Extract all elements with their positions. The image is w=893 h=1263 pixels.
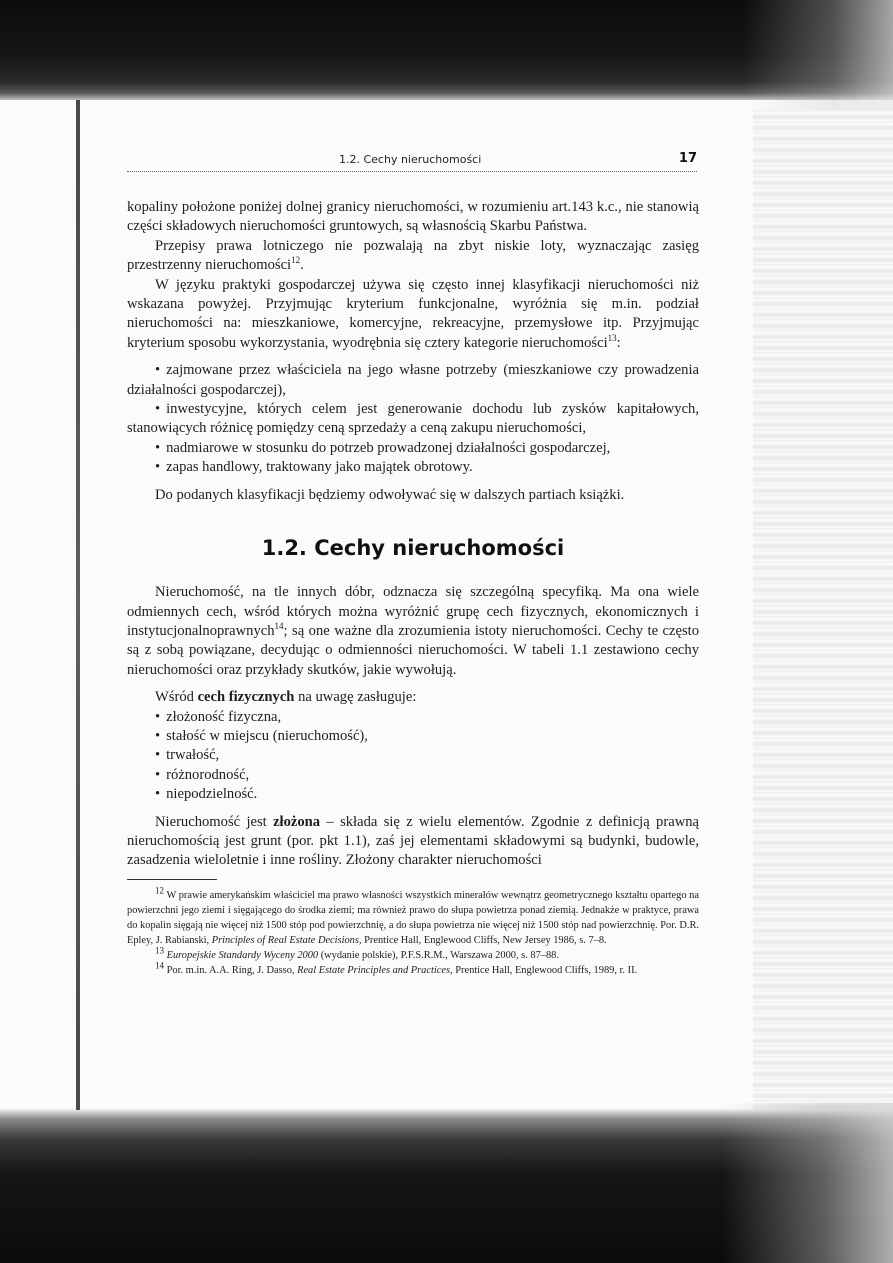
list-item: • złożoność fizyczna,	[155, 708, 282, 725]
footnote-ref-13: 13	[607, 332, 617, 343]
list-item: • nadmiarowe w stosunku do potrzeb prowadzonej działalności gospodarczej,	[155, 439, 611, 456]
paragraph-intro-1: kopaliny położone poniżej dolnej granicy nieruchomości, w rozumieniu art.143 k.c., nie stanowią części składowych nieruchomości gruntowych, są własnością Skarbu Państwa.	[127, 199, 699, 235]
running-header-title: 1.2. Cechy nieruchomości	[339, 153, 482, 166]
running-header	[127, 151, 697, 172]
footnote-ref-12: 12	[291, 255, 301, 266]
paragraph-section-1: Nieruchomość, na tle innych dóbr, odznacza się szczególną specyfiką. Ma ona wiele odmiennych cech, wśród których można wyróżnić grupę cech fizycznych, ekonomicznych i instytucjonalnoprawnych$^{14}$; są one ważne dla zrozumienia istoty nieruchomości. Cechy te często są z sobą powiązane, decydując o odmienności nieruchomości. W tabeli 1.1 zestawiono cechy nieruchomości oraz przykłady skutków, jakie wywołują.	[127, 584, 699, 678]
scan-edge-left	[76, 100, 80, 1110]
list-item: • zajmowane przez właściciela na jego własne potrzeby (mieszkaniowe czy prowadzenia działalności gospodarczej),	[127, 362, 699, 398]
footnotes	[127, 885, 699, 978]
list-item: • zapas handlowy, traktowany jako majątek obrotowy.	[155, 459, 473, 476]
paragraph-intro-closing: Do podanych klasyfikacji będziemy odwoływać się w dalszych partiach książki.	[155, 486, 625, 503]
page-number: 17	[678, 151, 697, 166]
footnote-12: $^{12}$ W prawie amerykańskim właściciel ma prawo własności wszystkich minerałów wewnątrz geometrycznego kształtu opartego na powierzchni jego ziemi i sięgającego do środka ziemi; ma również prawo do słupa powietrza ponad ziemią. Jednakże w praktyce, prawa do kopalin sięgają nie więcej niż 1500 stóp pod powierzchnię, a do słupa powietrza nie więcej niż 1500 stóp nad powierzchnię. Por. D.R. Epley, J. Rabianski, Principles of Real Estate Decisions, Prentice Hall, Englewood Cliffs, New Jersey 1986, s. 7–8.	[127, 885, 699, 946]
footnote-14: $^{14}$ Por. m.in. A.A. Ring, J. Dasso, Real Estate Principles and Practices, Prentice Hall, Englewood Cliffs, 1989, r. II.	[155, 960, 638, 976]
section-heading: 1.2. Cechy nieruchomości	[261, 536, 565, 561]
page-body	[127, 198, 699, 978]
physical-features-list	[127, 708, 699, 805]
paragraph-section-2: Wśród cech fizycznych na uwagę zasługuje:	[155, 689, 417, 706]
property-categories-list	[127, 361, 699, 477]
scan-noise-right	[753, 110, 893, 1110]
paragraph-intro-2: Przepisy prawa lotniczego nie pozwalają na zbyt niskie loty, wyznaczając zasięg przestrzenny nieruchomości$^{12}$.	[127, 237, 699, 274]
scan-shadow-bottom-fade	[723, 1103, 893, 1263]
footnote-divider	[127, 879, 217, 880]
scan-shadow-top-fade	[743, 0, 893, 110]
paragraph-section-3: Nieruchomość jest złożona – składa się z wielu elementów. Zgodnie z definicją prawną nieruchomością jest grunt (por. pkt 1.1), zaś jej elementami składowymi są budynki, budowle, zasadzenia wieloletnie i inne rośliny. Złożony charakter nieruchomości	[127, 813, 700, 869]
list-item: • różnorodność,	[155, 766, 250, 783]
list-item: • niepodzielność.	[155, 786, 258, 803]
list-item: • stałość w miejscu (nieruchomość),	[155, 727, 368, 744]
list-item: • trwałość,	[155, 747, 220, 764]
footnote-ref-14: 14	[274, 621, 284, 632]
footnote-13: $^{13}$ Europejskie Standardy Wyceny 2000 (wydanie polskie), P.F.S.R.M., Warszawa 2000, s. 87–88.	[155, 945, 559, 961]
list-item: • inwestycyjne, których celem jest generowanie dochodu lub zysków kapitałowych, stanowiących różnicę pomiędzy ceną sprzedaży a ceną zakupu nieruchomości,	[127, 401, 699, 437]
paragraph-intro-3: W języku praktyki gospodarczej używa się często innej klasyfikacji nieruchomości niż wskazana powyżej. Przyjmując kryterium funkcjonalne, wyróżnia się m.in. podział nieruchomości na: mieszkaniowe, komercyjne, rekreacyjne, przemysłowe itp. Przyjmując kryterium sposobu wykorzystania, wyodrębnia się cztery kategorie nieruchomości$^{13}$:	[127, 276, 699, 351]
